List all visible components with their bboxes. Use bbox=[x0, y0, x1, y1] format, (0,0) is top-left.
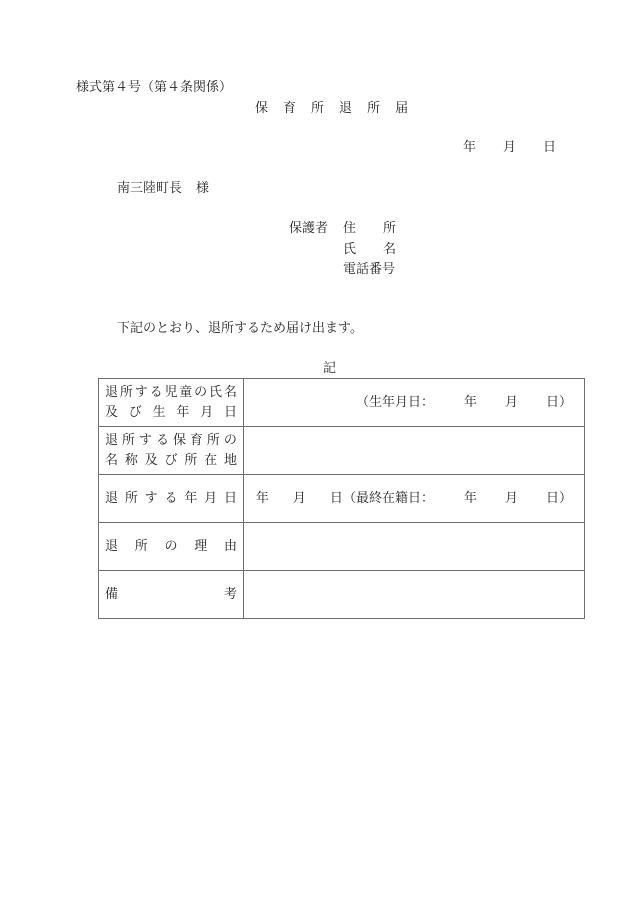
char: 月 bbox=[204, 490, 218, 506]
char: 備 bbox=[105, 586, 119, 602]
label-line bbox=[105, 451, 237, 471]
char: 名 bbox=[382, 242, 396, 257]
label-line bbox=[105, 383, 237, 403]
char: 退 bbox=[105, 490, 119, 506]
date-day: 日 bbox=[329, 490, 343, 506]
char: 年 bbox=[176, 404, 190, 420]
title-char: 届 bbox=[395, 101, 409, 116]
label-child-name-birthdate bbox=[99, 379, 244, 427]
document-title bbox=[255, 101, 408, 117]
title-char: 所 bbox=[367, 101, 381, 116]
char: び bbox=[128, 404, 142, 420]
char: 名 bbox=[105, 452, 119, 468]
char: 所 bbox=[184, 452, 198, 468]
char: 児 bbox=[164, 384, 178, 400]
char: る bbox=[149, 384, 163, 400]
char: る bbox=[155, 432, 169, 448]
char: す bbox=[134, 384, 148, 400]
table-row bbox=[99, 475, 585, 523]
label-line bbox=[105, 431, 237, 451]
char: 所 bbox=[124, 490, 138, 506]
char: 保 bbox=[172, 432, 186, 448]
label-line bbox=[105, 585, 237, 605]
label-withdrawal-reason bbox=[99, 523, 244, 571]
note-prefix: （生年月日： bbox=[355, 394, 434, 410]
table-row bbox=[99, 379, 585, 427]
withdrawal-form-table bbox=[98, 378, 585, 619]
title-char: 保 bbox=[255, 101, 269, 116]
char: の bbox=[223, 432, 237, 448]
char: の bbox=[164, 538, 178, 554]
label-line bbox=[105, 537, 237, 557]
char: 日 bbox=[223, 490, 237, 506]
addressee-honorific: 様 bbox=[196, 181, 210, 196]
char: 氏 bbox=[343, 242, 357, 257]
char: 由 bbox=[223, 538, 237, 554]
note-year: 年 bbox=[463, 394, 477, 410]
char: 童 bbox=[179, 384, 193, 400]
char: す bbox=[144, 490, 158, 506]
char: 在 bbox=[204, 452, 218, 468]
guardian-name-label bbox=[343, 242, 396, 258]
date-month: 月 bbox=[292, 490, 306, 506]
char: 氏 bbox=[209, 384, 223, 400]
char: 所 bbox=[382, 221, 396, 236]
label-line bbox=[105, 403, 237, 423]
withdrawal-date-note bbox=[256, 489, 572, 509]
table-row bbox=[99, 427, 585, 475]
char: 名 bbox=[223, 384, 237, 400]
title-char: 退 bbox=[339, 101, 353, 116]
date-month: 月 bbox=[503, 140, 517, 155]
note-month: 月 bbox=[504, 394, 518, 410]
char: び bbox=[164, 452, 178, 468]
ki-heading: 記 bbox=[323, 361, 337, 376]
char: 退 bbox=[105, 384, 119, 400]
char: 理 bbox=[194, 538, 208, 554]
char: 所 bbox=[206, 432, 220, 448]
char: の bbox=[194, 384, 208, 400]
char: 称 bbox=[124, 452, 138, 468]
addressee-name: 南三陸町長 bbox=[117, 181, 183, 196]
note-prefix: （最終在籍日： bbox=[342, 490, 434, 506]
form-number: 様式第４号（第４条関係） bbox=[76, 80, 233, 95]
char: る bbox=[164, 490, 178, 506]
char: す bbox=[138, 432, 152, 448]
field-nursery-name-location[interactable] bbox=[244, 427, 585, 475]
label-nursery-name-location bbox=[99, 427, 244, 475]
label-withdrawal-date bbox=[99, 475, 244, 523]
note-year: 年 bbox=[463, 490, 477, 506]
char: 所 bbox=[134, 538, 148, 554]
char: 住 bbox=[343, 221, 357, 236]
char: 及 bbox=[144, 452, 158, 468]
field-child-name-birthdate[interactable] bbox=[244, 379, 585, 427]
char: 退 bbox=[105, 538, 119, 554]
char: 生 bbox=[152, 404, 166, 420]
char: 所 bbox=[121, 432, 135, 448]
field-withdrawal-reason[interactable] bbox=[244, 523, 585, 571]
char: 所 bbox=[119, 384, 133, 400]
title-char: 育 bbox=[283, 101, 297, 116]
date-day: 日 bbox=[543, 140, 557, 155]
guardian-label: 保護者 bbox=[289, 221, 329, 236]
char: 育 bbox=[189, 432, 203, 448]
field-withdrawal-date[interactable] bbox=[244, 475, 585, 523]
guardian-address-label bbox=[343, 221, 396, 237]
label-remarks bbox=[99, 571, 244, 619]
char: 日 bbox=[223, 404, 237, 420]
field-remarks[interactable] bbox=[244, 571, 585, 619]
char: 退 bbox=[105, 432, 119, 448]
note-suffix: 日） bbox=[545, 490, 572, 506]
char: 及 bbox=[105, 404, 119, 420]
note-suffix: 日） bbox=[545, 394, 572, 410]
table-row bbox=[99, 571, 585, 619]
char: 地 bbox=[223, 452, 237, 468]
note-month: 月 bbox=[504, 490, 518, 506]
statement: 下記のとおり、退所するため届け出ます。 bbox=[117, 321, 363, 336]
char: 年 bbox=[184, 490, 198, 506]
date-year: 年 bbox=[463, 140, 477, 155]
title-char: 所 bbox=[311, 101, 325, 116]
birthdate-note bbox=[356, 393, 572, 413]
char: 月 bbox=[200, 404, 214, 420]
label-line bbox=[105, 489, 237, 509]
date-year: 年 bbox=[255, 490, 269, 506]
guardian-phone-label: 電話番号 bbox=[343, 262, 396, 277]
char: 考 bbox=[223, 586, 237, 602]
table-row bbox=[99, 523, 585, 571]
